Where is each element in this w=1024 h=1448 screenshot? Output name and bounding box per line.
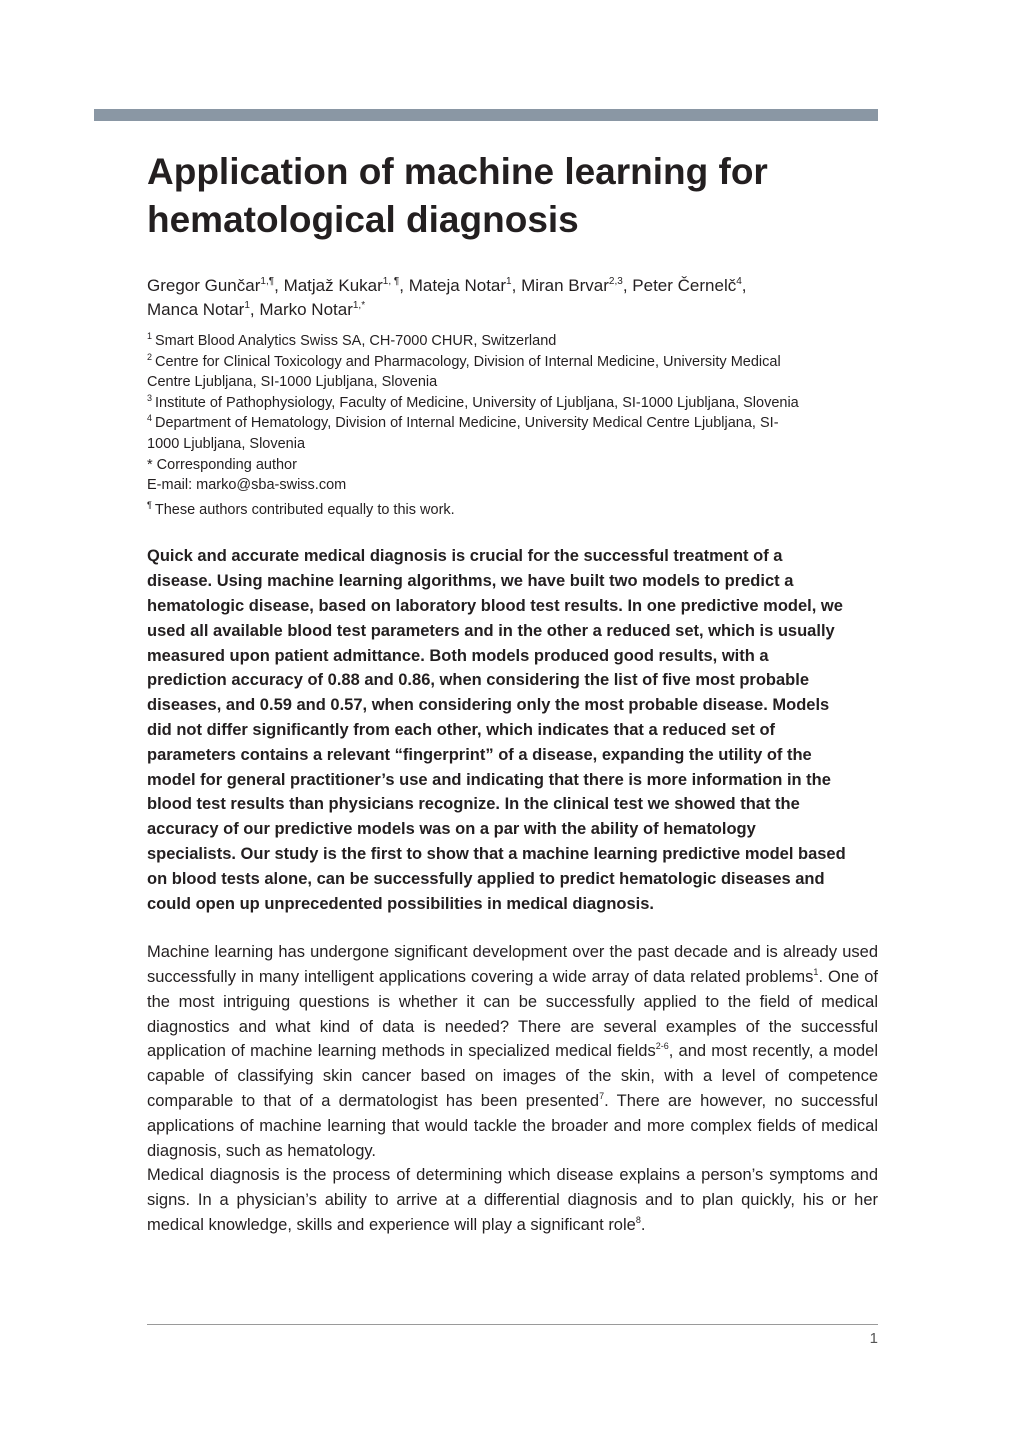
paper-content — [147, 148, 878, 1238]
author: Marko Notar$^{1,*}$ — [259, 300, 366, 319]
body-paragraph: Machine learning has undergone significant development over the past decade and is already used successfully in many intelligent applications covering a wide array of data related problems$^1$. One of the most intriguing questions is whether it can be successfully applied to the field of medical diagnostics and what kind of data is needed? There are several examples of the successful application of machine learning methods in specialized medical fields$^{2-6}$, and most recently, a model capable of classifying skin cancer based on images of the skin, with a level of competence comparable to that of a dermatologist has been presented$^7$. There are however, no successful applications of machine learning that would tackle the broader and more complex fields of medical diagnosis, such as hematology. — [147, 943, 878, 1160]
header-bar — [94, 109, 878, 121]
page-number: 1 — [869, 1330, 878, 1347]
author: Mateja Notar$^1$, — [408, 276, 522, 295]
email: E-mail: marko@sba-swiss.com — [147, 477, 347, 494]
author: Matjaž Kukar$^{1, \P}$, — [283, 276, 409, 295]
body-paragraph: Medical diagnosis is the process of determining which disease explains a person’s symptoms and signs. In a physician’s ability to arrive at a differential diagnosis and to plan quickly, his or her medical knowledge, skills and experience will play a significant role$^8$. — [147, 1166, 878, 1235]
author: Manca Notar$^1$, — [147, 300, 260, 319]
citation: 8 — [635, 1215, 641, 1226]
abstract — [147, 544, 847, 916]
citation: 2-6 — [655, 1041, 669, 1052]
body-text — [147, 940, 878, 1238]
author: Miran Brvar$^{2,3}$, — [521, 276, 633, 295]
paper-title: Application of machine learning for hematological diagnosis — [147, 151, 768, 240]
citation: 7 — [599, 1091, 605, 1102]
citation: 1 — [813, 967, 819, 978]
equal-contribution-note: ¶ These authors contributed equally to this work. — [147, 499, 455, 518]
abstract-text: Quick and accurate medical diagnosis is crucial for the successful treatment of a disease. Using machine learning algorithms, we have built two models to predict a hematologic disease, based on laboratory blood test results. In one predictive model, we used all available blood test parameters and in the other a reduced set, which is usually measured upon patient admittance. Both models produced good results, with a prediction accuracy of 0.88 and 0.86, when considering the list of five most probable diseases, and 0.59 and 0.57, when considering only the most probable disease. Models did not differ significantly from each other, which indicates that a reduced set of parameters contains a relevant “fingerprint” of a disease, expanding the utility of the model for general practitioner’s use and indicating that there is more information in the blood test results than physicians recognize. In the clinical test we showed that the accuracy of our predictive models was on a par with the ability of hematology specialists. Our study is the first to show that a machine learning predictive model based on blood tests alone, can be successfully applied to predict hematologic diseases and could open up unprecedented possibilities in medical diagnosis. — [147, 547, 846, 913]
affiliation: $^3$ Institute of Pathophysiology, Faculty of Medicine, University of Ljubljana, SI-1000 Ljubljana, Slovenia — [147, 392, 799, 411]
author-list — [147, 274, 827, 322]
affiliation: $^1$ Smart Blood Analytics Swiss SA, CH-7000 CHUR, Switzerland — [147, 331, 557, 349]
affiliations — [147, 331, 807, 520]
author: Peter Černelč$^4$, — [632, 276, 747, 295]
affiliation: $^2$ Centre for Clinical Toxicology and Pharmacology, Division of Internal Medicine, University Medical Centre Ljubljana, SI-1000 Ljubljana, Slovenia — [147, 351, 781, 391]
author: Gregor Gunčar$^{1,\P}$, — [147, 276, 284, 295]
corresponding-author: * Corresponding author — [147, 456, 297, 473]
footer-rule — [147, 1324, 878, 1325]
affiliation: $^4$ Department of Hematology, Division of Internal Medicine, University Medical Centre Ljubljana, SI-1000 Ljubljana, Slovenia — [147, 413, 779, 452]
